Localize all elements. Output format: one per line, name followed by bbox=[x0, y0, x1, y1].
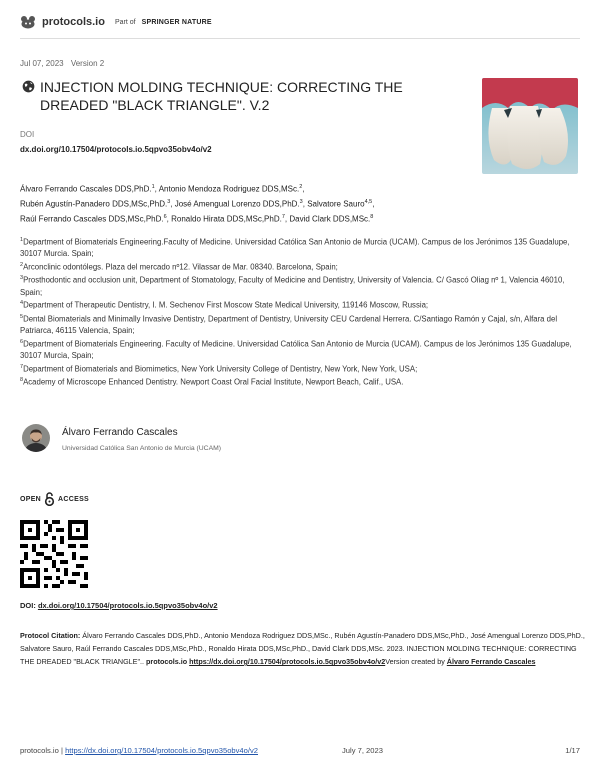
doi-line-label: DOI: bbox=[20, 601, 36, 610]
citation-source: protocols.io bbox=[146, 657, 188, 666]
author-name[interactable]: Rubén Agustín-Panadero DDS,MSc,PhD. bbox=[20, 199, 168, 209]
footer-date: July 7, 2023 bbox=[342, 746, 383, 755]
avatar[interactable] bbox=[22, 424, 50, 452]
author-sup: 6 bbox=[163, 214, 167, 221]
doi-label: DOI bbox=[20, 130, 35, 139]
affiliation: $^4$Department of Therapeutic Dentistry, I. M. Sechenov First Moscow State Medical University, 119146 Moscow, Russia; bbox=[20, 300, 429, 310]
publication-date: Jul 07, 2023 bbox=[20, 59, 64, 68]
affiliation: $^5$Dental Biomaterials and Minimally Invasive Dentistry, Department of Dentistry, University CEU Cardenal Herrera. C/Santiago Ramón y Cajal, s/n, Alfara del Patriarca, 46115 Valencia, Spain; bbox=[20, 313, 558, 335]
affiliation: $^6$Department of Biomaterials Engineering. Faculty of Medicine. Universidad Católica San Antonio de Murcia (UCAM). Campus de los Jerónimos 135 Guadalupe, 30107 Murcia, Spain; bbox=[20, 338, 572, 360]
citation-created-by: Version created by bbox=[385, 657, 445, 666]
author-sup: 4,5 bbox=[364, 199, 373, 206]
author-name[interactable]: Ronaldo Hirata DDS,MSc,PhD. bbox=[171, 214, 282, 224]
affiliation: $^2$Arconclinic odontólegs. Plaza del mercado nº12. Vilassar de Mar. 08340. Barcelona, Spain; bbox=[20, 262, 338, 272]
protocols-logo-icon bbox=[20, 15, 36, 29]
citation-label: Protocol Citation: bbox=[20, 631, 81, 640]
author-sup: 1 bbox=[151, 184, 155, 190]
author-sup: 3 bbox=[299, 199, 303, 206]
header-divider bbox=[20, 38, 580, 39]
header bbox=[20, 11, 212, 33]
author-sup: 7 bbox=[281, 214, 285, 221]
affiliation: $^8$Academy of Microscope Enhanced Dentistry. Newport Coast Oral Facial Institute, Newport Beach, Calif., USA. bbox=[20, 376, 404, 387]
page-title: INJECTION MOLDING TECHNIQUE: CORRECTING THE DREADED "BLACK TRIANGLE". V.2 bbox=[40, 79, 403, 113]
citation-text: Álvaro Ferrando Cascales DDS,PhD., Antonio Mendoza Rodriguez DDS,MSc., Rubén Agustín-Panadero DDS,MSc,PhD., José Amengual Lorenzo DDS,PhD., Salvatore Sauro, Raúl Ferrando Cascales DDS,MSc,PhD., Ronaldo Hirata DDS,MSc,PhD., David Clark DDS,MSc. 2023. INJECTION MOLDING TECHNIQUE: CORRECTING THE DREADED "BLACK TRIANGLE".. bbox=[20, 631, 585, 666]
affiliation: $^7$Department of Biomaterials and Biomimetics, New York University College of Dentistry, New York, New York, USA; bbox=[20, 363, 418, 374]
author-name[interactable]: José Amengual Lorenzo DDS,PhD. bbox=[174, 199, 300, 209]
affiliation: $^1$Department of Biomaterials Engineering.Faculty of Medicine. Universidad Católica San Antonio de Murcia (UCAM). Campus de los Jerónimos 135 Guadalupe, 30107 Murcia. Spain; bbox=[20, 237, 570, 259]
footer-site: protocols.io bbox=[20, 746, 59, 755]
teeth-photo bbox=[482, 78, 578, 174]
publisher-name: SPRINGER NATURE bbox=[141, 18, 212, 26]
footer-separator: | bbox=[60, 746, 63, 755]
qr-code bbox=[20, 520, 88, 588]
author-name[interactable]: Salvatore Sauro bbox=[307, 199, 365, 209]
protocol-citation bbox=[20, 629, 585, 668]
doi-link[interactable]: dx.doi.org/10.17504/protocols.io.5qpvo35obv4o/v2 bbox=[20, 145, 212, 154]
version-label: Version 2 bbox=[70, 59, 105, 68]
citation-link[interactable]: https://dx.doi.org/10.17504/protocols.io.5qpvo35obv4o/v2 bbox=[189, 657, 386, 666]
page-footer bbox=[20, 746, 580, 755]
author-name[interactable]: Álvaro Ferrando Cascales DDS,PhD. bbox=[20, 184, 152, 194]
author-name[interactable]: Raúl Ferrando Cascales DDS,MSc,PhD. bbox=[20, 214, 164, 224]
author-sup: 8 bbox=[370, 214, 374, 221]
author-name[interactable]: David Clark DDS,MSc. bbox=[289, 214, 371, 224]
open-lock-icon bbox=[44, 492, 55, 506]
publication-meta bbox=[20, 59, 104, 68]
brand-name[interactable]: protocols.io bbox=[42, 16, 105, 28]
doi-line-link[interactable]: dx.doi.org/10.17504/protocols.io.5qpvo35obv4o/v2 bbox=[37, 601, 218, 610]
globe-icon bbox=[22, 80, 35, 93]
affiliation: $^3$Prosthodontic and occlusion unit, Department of Stomatology, Faculty of Medicine and Dentistry, University of Valencia. C/ Gascó Oliag nº 1, Valencia 46010, Spain; bbox=[20, 275, 565, 297]
page-number: 1/17 bbox=[565, 746, 580, 755]
author-sup: 3 bbox=[167, 199, 171, 206]
doi-line bbox=[20, 601, 218, 610]
open-access-badge: OPEN ACCESS bbox=[20, 492, 89, 506]
footer-link[interactable]: https://dx.doi.org/10.17504/protocols.io.5qpvo35obv4o/v2 bbox=[65, 746, 259, 755]
author-card-institution: Universidad Católica San Antonio de Murcia (UCAM) bbox=[62, 445, 222, 452]
author-name[interactable]: Antonio Mendoza Rodriguez DDS,MSc. bbox=[158, 184, 300, 194]
part-of-label: Part of bbox=[114, 18, 136, 26]
citation-creator-link[interactable]: Álvaro Ferrando Cascales bbox=[446, 657, 536, 666]
affiliation-list bbox=[20, 235, 585, 388]
author-card-name[interactable]: Álvaro Ferrando Cascales bbox=[62, 427, 178, 438]
author-sup: 2 bbox=[299, 184, 303, 190]
author-list: Álvaro Ferrando Cascales DDS,PhD.$^1$, Antonio Mendoza Rodriguez DDS,MSc.$^2$, Rubén Agustín-Panadero DDS,MSc,PhD.$^3$, José Amengual Lorenzo DDS,PhD.$^3$, Salvatore Sauro$^{4,5}$, Raúl Ferrando Cascales DDS,MSc,PhD.$^6$, Ronaldo Hirata DDS,MSc,PhD.$^7$, David Clark DDS,MSc.$^8$ bbox=[20, 184, 375, 224]
